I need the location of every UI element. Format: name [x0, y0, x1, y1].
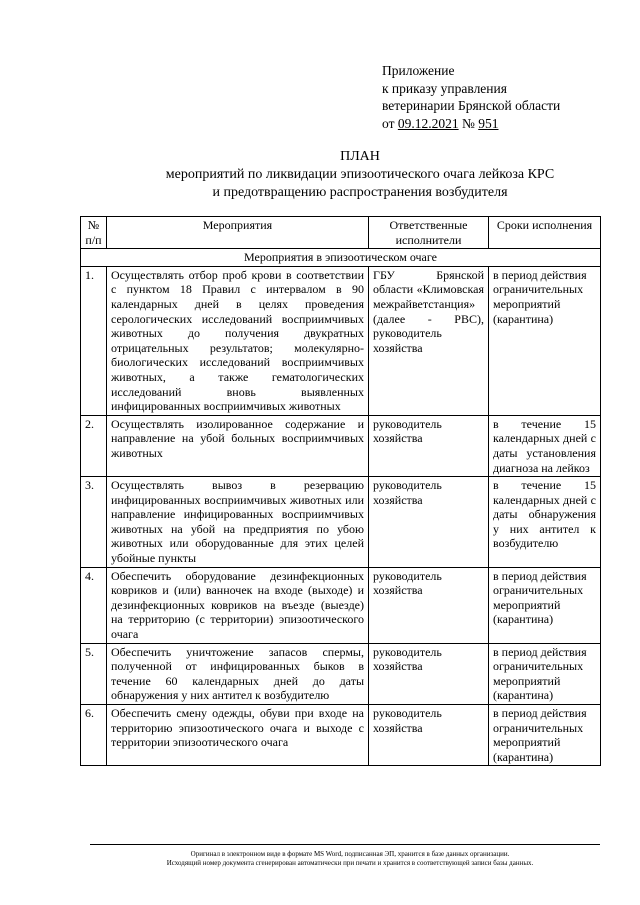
row-term: в течение 15 календарных дней с даты обнаружения у них антител к возбудителю — [489, 477, 601, 568]
table-row — [81, 567, 601, 643]
appendix-line1: Приложение — [382, 63, 455, 78]
section-title: Мероприятия в эпизоотическом очаге — [81, 249, 601, 267]
row-action: Осуществлять изолированное содержание и направление на убой больных восприимчивых животных — [107, 415, 369, 476]
row-responsible: руководитель хозяйства — [369, 705, 489, 766]
footer-line2: Исходящий номер документа сгенерирован автоматически при печати и хранится в соответствующей записи базы данных. — [166, 859, 534, 867]
footer-divider — [90, 844, 600, 845]
order-number: 951 — [478, 115, 499, 131]
header-action: Мероприятия — [107, 217, 369, 249]
row-responsible: ГБУ Брянской области «Климовская межрайветстанция» (далее - РВС), руководитель хозяйства — [369, 266, 489, 415]
row-term: в период действия ограничительных мероприятий (карантина) — [489, 266, 601, 415]
from-label: от — [382, 115, 395, 131]
table-row — [81, 266, 601, 415]
plan-title-line1: мероприятий по ликвидации эпизоотического очага лейкоза КРС — [165, 167, 555, 182]
row-num: 2. — [81, 415, 107, 476]
row-action: Обеспечить уничтожение запасов спермы, полученной от инфицированных быков в течение 60 календарных дней до даты обнаружения у них антител к возбудителю — [107, 643, 369, 704]
header-responsible: Ответственные исполнители — [369, 217, 489, 249]
appendix-block — [382, 62, 560, 132]
plan-heading: ПЛАН — [340, 149, 380, 164]
table-row — [81, 477, 601, 568]
row-term: в течение 15 календарных дней с даты установления диагноза на лейкоз — [489, 415, 601, 476]
row-num: 3. — [81, 477, 107, 568]
row-num: 1. — [81, 266, 107, 415]
plan-title-line2: и предотвращению распространения возбудителя — [212, 185, 508, 200]
row-term: в период действия ограничительных мероприятий (карантина) — [489, 643, 601, 704]
row-responsible: руководитель хозяйства — [369, 567, 489, 643]
table-header-row — [81, 217, 601, 249]
row-num: 4. — [81, 567, 107, 643]
appendix-line2: к приказу управления — [382, 80, 507, 96]
number-label: № — [461, 115, 475, 131]
row-action: Осуществлять отбор проб крови в соответствии с пунктом 18 Правил с интервалом в 90 календарных дней в целях проведения серологических исследований восприимчивых животных до получения двукратных отрицательных результатов; молекулярно-биологических исследований восприимчивых животных, а также гематологических исследований вновь выявленных инфицированных восприимчивых животных — [107, 266, 369, 415]
footer-line1: Оригинал в электронном виде в формате MS Word, подписанная ЭП, хранится в базе данных организации. — [190, 850, 510, 858]
row-responsible: руководитель хозяйства — [369, 415, 489, 476]
table-row — [81, 705, 601, 766]
row-responsible: руководитель хозяйства — [369, 477, 489, 568]
row-term: в период действия ограничительных мероприятий (карантина) — [489, 567, 601, 643]
header-num: № п/п — [81, 217, 107, 249]
row-responsible: руководитель хозяйства — [369, 643, 489, 704]
appendix-date-line — [382, 115, 560, 133]
header-term: Сроки исполнения — [489, 217, 601, 249]
row-action: Обеспечить оборудование дезинфекционных ковриков и (или) ванночек на входе (выходе) и дезинфекционных ковриков на въезде (выезде) на территорию (с территории) эпизоотического очага — [107, 567, 369, 643]
appendix-line3: ветеринарии Брянской области — [382, 98, 561, 113]
row-num: 6. — [81, 705, 107, 766]
section-row — [81, 249, 601, 267]
row-term: в период действия ограничительных мероприятий (карантина) — [489, 705, 601, 766]
row-action: Обеспечить смену одежды, обуви при входе на территорию эпизоотического очага и выходе с территории эпизоотического очага — [107, 705, 369, 766]
order-date: 09.12.2021 — [397, 115, 459, 131]
row-action: Осуществлять вывоз в резервацию инфицированных восприимчивых животных или направление инфицированных восприимчивых животных на убой на предприятия по убою животных или оборудованные для этих целей убойные пункты — [107, 477, 369, 568]
table-row — [81, 643, 601, 704]
table-row — [81, 415, 601, 476]
plan-table — [80, 216, 601, 766]
row-num: 5. — [81, 643, 107, 704]
